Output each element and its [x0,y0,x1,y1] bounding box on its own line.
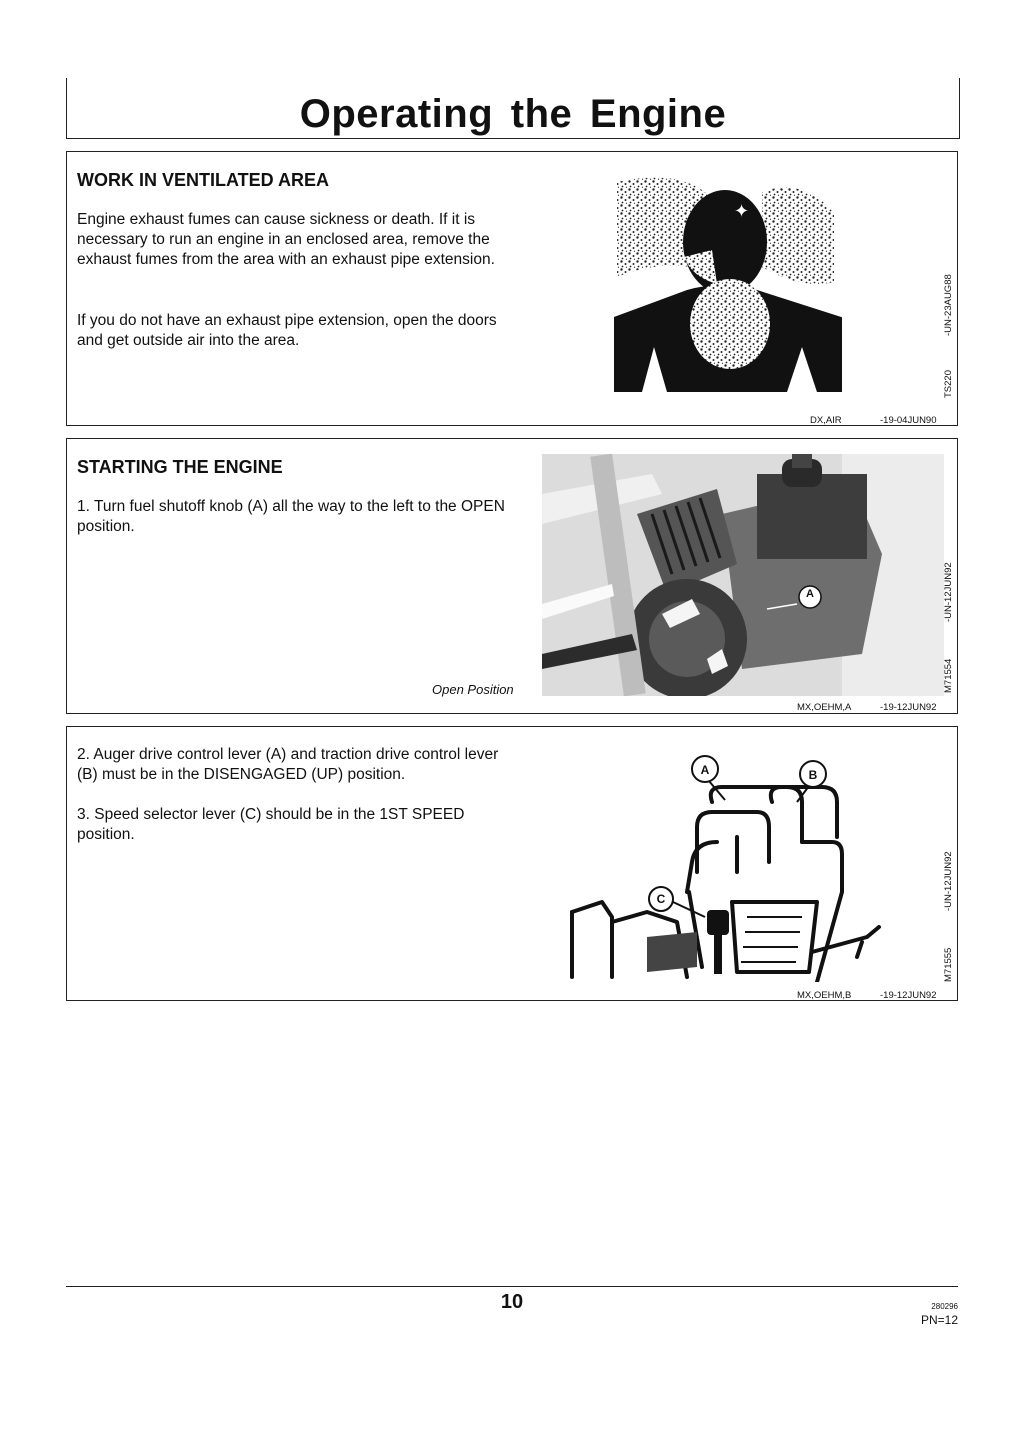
reference-code: MX,OEHM,B [797,990,852,1001]
figure-code: M71555 [943,947,954,982]
figure-caption: Open Position [432,682,514,697]
callout-label-a: A [700,763,710,777]
body-paragraph: Engine exhaust fumes can cause sickness or death. If it is necessary to run an engine in an enclosed area, remove the exhaust fumes from the area with an exhaust pipe extension. [77,211,495,268]
figure-code: -UN-23AUG88 [943,274,954,336]
section-starting-engine [66,438,958,714]
page-title: Operating the Engine [299,92,727,136]
section-heading: WORK IN VENTILATED AREA [77,170,329,190]
section-ventilated-area [66,151,958,426]
footer-page-index: PN=12 [920,1313,958,1327]
body-paragraph: 3. Speed selector lever (C) should be in the 1ST SPEED position. [77,806,465,843]
section-control-levers [66,726,958,1001]
callout-label-b: B [808,768,818,782]
figure-code: -UN-12JUN92 [943,851,954,911]
control-levers-drawing [557,742,887,982]
footer-date-code: 280296 [931,1302,958,1311]
reference-date: -19-04JUN90 [880,415,937,426]
reference-code: MX,OEHM,A [797,702,852,713]
exhaust-warning-illustration [612,172,842,397]
figure-code: M71554 [943,658,954,693]
figure-code: -UN-12JUN92 [943,562,954,622]
svg-text:✦: ✦ [734,201,750,222]
reference-date: -19-12JUN92 [880,990,937,1001]
body-paragraph: If you do not have an exhaust pipe extension, open the doors and get outside air into the area. [77,312,497,349]
footer-divider [66,1286,958,1287]
page-number: 10 [500,1291,524,1313]
figure-code: TS220 [943,370,954,398]
title-box [66,78,960,139]
reference-date: -19-12JUN92 [880,702,937,713]
body-paragraph: 1. Turn fuel shutoff knob (A) all the way to the left to the OPEN position. [77,498,505,535]
callout-label-c: C [656,892,666,906]
body-paragraph: 2. Auger drive control lever (A) and traction drive control lever (B) must be in the DISENGAGED (UP) position. [77,746,499,783]
fuel-shutoff-photo [542,454,944,696]
section-heading: STARTING THE ENGINE [77,457,283,477]
callout-label-a: A [806,588,814,600]
reference-code: DX,AIR [810,415,842,426]
